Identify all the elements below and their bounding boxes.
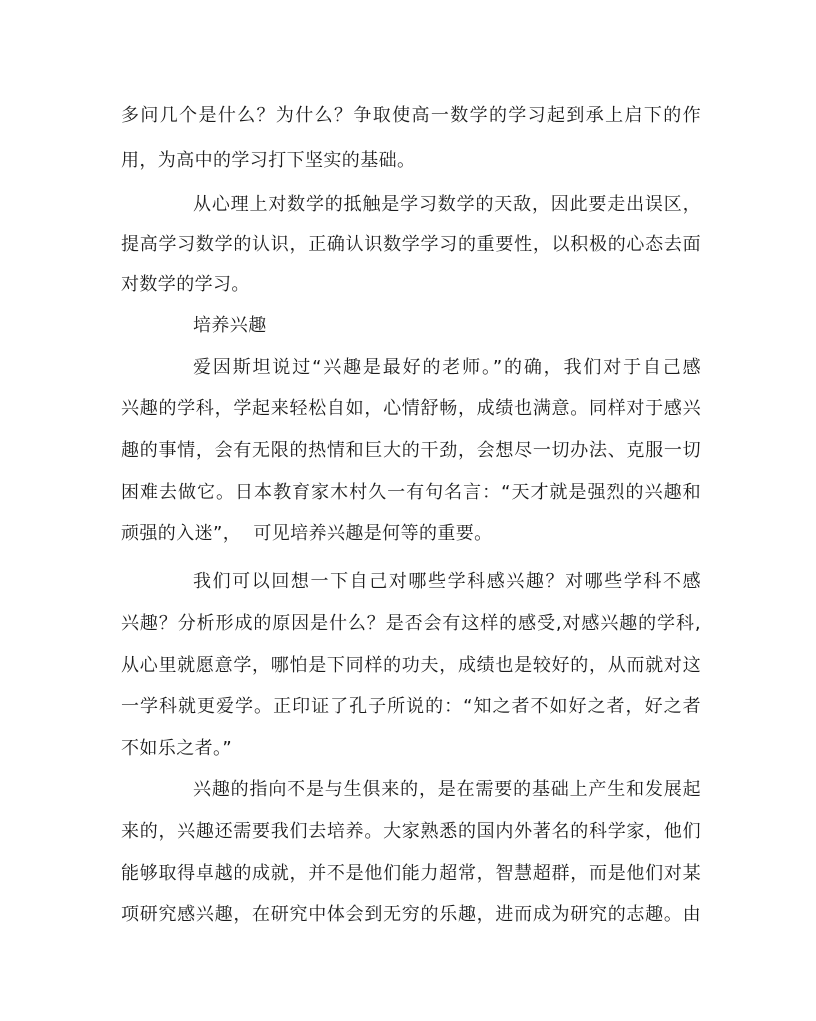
text-line: 困难去做它。日本教育家木村久一有句名言：“天才就是强烈的兴趣和	[121, 482, 701, 503]
text-line: 不如乐之者。”	[121, 738, 233, 759]
text-line: 兴趣的学科，学起来轻松自如，心情舒畅，成绩也满意。同样对于感兴	[121, 398, 701, 419]
text-line: 从心里就愿意学，哪怕是下同样的功夫，成绩也是较好的，从而就对这	[121, 655, 701, 676]
text-line: 多问几个是什么？为什么？争取使高一数学的学习起到承上启下的作	[121, 105, 701, 126]
text-line: 能够取得卓越的成就，并不是他们能力超常，智慧超群，而是他们对某	[121, 863, 701, 884]
text-line: 顽强的入迷”， 可见培养兴趣是何等的重要。	[121, 523, 493, 544]
text-line: 来的，兴趣还需要我们去培养。大家熟悉的国内外著名的科学家，他们	[121, 821, 701, 842]
section-heading: 培养兴趣	[193, 315, 267, 336]
text-line: 项研究感兴趣，在研究中体会到无穷的乐趣，进而成为研究的志趣。由	[121, 904, 701, 925]
text-line: 提高学习数学的认识，正确认识数学学习的重要性，以积极的心态去面	[121, 234, 701, 255]
text-line: 兴趣的指向不是与生俱来的，是在需要的基础上产生和发展起	[193, 779, 701, 800]
text-line: 用，为高中的学习打下坚实的基础。	[121, 150, 416, 171]
text-line: 兴趣？分析形成的原因是什么？是否会有这样的感受,对感兴趣的学科,	[121, 613, 701, 634]
text-line: 对数学的学习。	[121, 274, 250, 295]
text-line: 我们可以回想一下自己对哪些学科感兴趣？对哪些学科不感	[193, 571, 701, 592]
text-line: 爱因斯坦说过“兴趣是最好的老师。”的确，我们对于自己感	[193, 357, 701, 378]
text-line: 一学科就更爱学。正印证了孔子所说的：“知之者不如好之者，好之者	[121, 696, 701, 717]
text-line: 趣的事情，会有无限的热情和巨大的干劲，会想尽一切办法、克服一切	[121, 440, 701, 461]
text-line: 从心理上对数学的抵触是学习数学的天敌，因此要走出误区，	[193, 194, 701, 215]
